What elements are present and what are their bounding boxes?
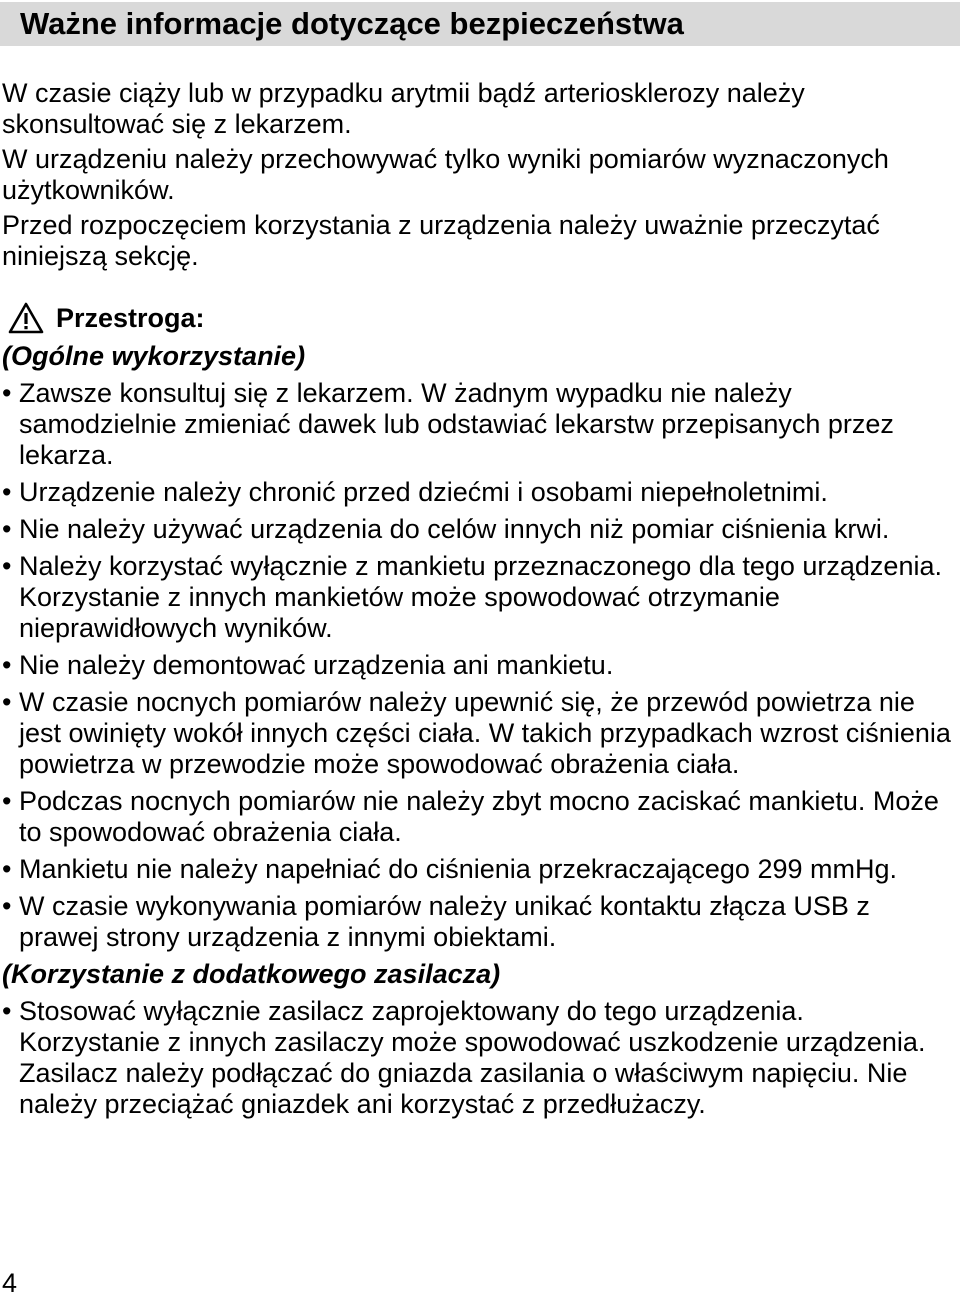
intro-paragraph: W czasie ciąży lub w przypadku arytmii bądź arteriosklerozy należy skonsultować się z lekarzem. [2,78,805,139]
general-use-list [2,378,952,953]
caution-label: Przestroga: [56,302,205,333]
intro-paragraph: W urządzeniu należy przechowywać tylko wyniki pomiarów wyznaczonych użytkowników. [2,144,889,205]
list-item: • Zawsze konsultuj się z lekarzem. W żadnym wypadku nie należy samodzielnie zmieniać dawek lub odstawiać lekarstw przepisanych przez lekarza. [2,378,952,471]
list-item: • Nie należy używać urządzenia do celów innych niż pomiar ciśnienia krwi. [2,514,952,545]
list-item: • Urządzenie należy chronić przed dziećmi i osobami niepełnoletnimi. [2,477,952,508]
list-item: • Podczas nocnych pomiarów nie należy zbyt mocno zaciskać mankietu. Może to spowodować obrażenia ciała. [2,786,952,848]
list-item: • Mankietu nie należy napełniać do ciśnienia przekraczającego 299 mmHg. [2,854,952,885]
caution-heading [2,302,952,334]
intro-paragraph: Przed rozpoczęciem korzystania z urządzenia należy uważnie przeczytać niniejszą sekcję. [2,210,880,271]
section-heading-general-use: (Ogólne wykorzystanie) [2,341,306,371]
list-item: • Stosować wyłącznie zasilacz zaprojektowany do tego urządzenia. Korzystanie z innych zasilaczy może spowodować uszkodzenie urządzenia. Zasilacz należy podłączać do gniazda zasilania o właściwym napięciu. Nie należy przeciążać gniazdek ani korzystać z przedłużaczy. [2,996,952,1120]
list-item: • Nie należy demontować urządzenia ani mankietu. [2,650,952,681]
section-header [0,2,960,46]
ac-adapter-list [2,996,952,1120]
intro-paragraphs [2,78,952,272]
list-item: • W czasie nocnych pomiarów należy upewnić się, że przewód powietrza nie jest owinięty wokół innych części ciała. W takich przypadkach wzrost ciśnienia powietrza w przewodzie może spowodować obrażenia ciała. [2,687,952,780]
section-heading-ac-adapter: (Korzystanie z dodatkowego zasilacza) [2,959,501,989]
document-body [2,78,952,1126]
list-item: • W czasie wykonywania pomiarów należy unikać kontaktu złącza USB z prawej strony urządzenia z innymi obiektami. [2,891,952,953]
warning-triangle-icon [8,302,44,334]
page-title: Ważne informacje dotyczące bezpieczeństwa [20,6,684,41]
page-number: 4 [2,1268,18,1298]
list-item: • Należy korzystać wyłącznie z mankietu przeznaczonego dla tego urządzenia. Korzystanie z innych mankietów może spowodować otrzymanie nieprawidłowych wyników. [2,551,952,644]
